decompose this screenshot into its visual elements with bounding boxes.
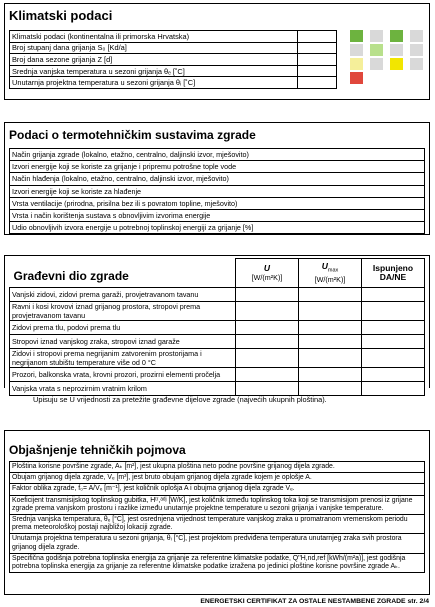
- climate-zone-grid: [345, 30, 425, 94]
- table-row: [10, 185, 425, 197]
- table-row: [10, 335, 425, 349]
- grid-cell-green: [370, 44, 383, 56]
- row-label: Vrsta i način korištenja sustava s obnovljivim izvorima energije: [10, 209, 425, 221]
- ok-cell[interactable]: [362, 335, 425, 349]
- row-label: Klimatski podaci (kontinentalna ili primorska Hrvatska): [10, 31, 298, 43]
- umax-cell[interactable]: [299, 368, 362, 382]
- table-row: [10, 77, 337, 89]
- col-u-unit: [W/(m²K)]: [251, 273, 283, 282]
- table-row: [10, 462, 425, 473]
- table-row: [10, 54, 337, 66]
- value-cell[interactable]: [298, 31, 337, 43]
- col-ok-label: Ispunjeno: [372, 263, 414, 273]
- row-label: Prozori, balkonska vrata, krovni prozori, prozirni elementi pročelja: [10, 368, 236, 382]
- table-row: [10, 31, 337, 43]
- table-row: [10, 553, 425, 572]
- systems-table: [9, 148, 425, 234]
- umax-cell[interactable]: [299, 335, 362, 349]
- umax-cell[interactable]: [299, 302, 362, 321]
- col-umax-symbol: U: [321, 260, 328, 271]
- umax-cell[interactable]: [299, 288, 362, 302]
- page-footer: ENERGETSKI CERTIFIKAT ZA OSTALE NESTAMBENE ZGRADE str. 2/4: [200, 598, 429, 605]
- grid-cell-grey: [350, 44, 363, 56]
- grid-cell-grey: [390, 44, 403, 56]
- table-row: [10, 495, 425, 514]
- grid-cell-grey: [410, 44, 423, 56]
- row-label: Broj stupanj dana grijanja S₀ [Kd/a]: [10, 42, 298, 54]
- term-row: Specifična godišnja potrebna toplinska energija za grijanje za referentne klimatske podatke, Q''H,nd,ref [kWh/(m²a)], jest godišnja potrebna toplinska energija za grijanje za referentne klimatske podatke izražena po jedinici ploštine korisne površine zgrade Aₖ.: [10, 553, 425, 572]
- term-row: Ploština korisne površine zgrade, Aₖ [m²], jest ukupna ploština neto podne površine grijanog dijela zgrade.: [10, 462, 425, 473]
- table-row: [10, 65, 337, 77]
- grid-cell-grey: [410, 30, 423, 42]
- u-cell[interactable]: [236, 288, 299, 302]
- terms-table: [9, 461, 425, 573]
- term-row: Faktor oblika zgrade, f₀= A/Vₑ [m⁻¹], jest količnik oplošja A i obujma grijanog dijela zgrade Vₑ.: [10, 484, 425, 495]
- grid-cell-green: [390, 30, 403, 42]
- u-cell[interactable]: [236, 321, 299, 335]
- elements-footnote: Upisuju se U vrijednosti za pretežite građevne dijelove zgrade (najvećih ukupnih ploština).: [33, 395, 327, 404]
- table-row: [10, 149, 425, 161]
- table-row: [10, 368, 425, 382]
- term-row: Srednja vanjska temperatura, θₑ [°C], jest osrednjena vrijednost temperature vanjskog zraka u promatranom vremenskom periodu prema meteorološkoj postaji najbližoj lokaciji zgrade.: [10, 515, 425, 534]
- table-row: [10, 321, 425, 335]
- row-label: Broj dana sezone grijanja Z [d]: [10, 54, 298, 66]
- u-cell[interactable]: [236, 302, 299, 321]
- value-cell[interactable]: [298, 65, 337, 77]
- col-u-symbol: U: [263, 263, 271, 273]
- row-label: Unutarnja projektna temperatura u sezoni grijanja θᵢ [˚C]: [10, 77, 298, 89]
- ok-cell[interactable]: [362, 288, 425, 302]
- climate-table: [9, 30, 337, 89]
- term-row: Unutarnja projektna temperatura u sezoni grijanja, θᵢ [°C], jest projektom predviđena temperatura unutarnjeg zraka svih prostora grijanog dijela zgrade.: [10, 534, 425, 553]
- col-ok-label-2: DA/NE: [379, 272, 407, 282]
- row-label: Izvori energije koji se koriste za hlađenje: [10, 185, 425, 197]
- col-umax-header: [299, 259, 362, 288]
- umax-cell[interactable]: [299, 382, 362, 396]
- elements-title: Građevni dio zgrade: [13, 268, 129, 283]
- row-label: Zidovi i stropovi prema negrijanim zatvorenim prostorijama i negrijanom stubištu temperature više od 0 °C: [10, 349, 236, 368]
- col-ok-header: [362, 259, 425, 288]
- systems-title: Podaci o termotehničkim sustavima zgrade: [9, 128, 256, 142]
- row-label: Stropovi iznad vanjskog zraka, stropovi iznad garaže: [10, 335, 236, 349]
- table-row: [10, 222, 425, 234]
- grid-cell-red: [350, 72, 363, 84]
- col-umax-sub: max: [327, 267, 339, 274]
- elements-title-cell: [10, 259, 236, 288]
- row-label: Vrsta ventilacije (prirodna, prisilna bez ili s povratom topline, mješovito): [10, 197, 425, 209]
- row-label: Vanjski zidovi, zidovi prema garaži, provjetravanom tavanu: [10, 288, 236, 302]
- row-label: Ravni i kosi krovovi iznad grijanog prostora, stropovi prema provjetravanom tavanu: [10, 302, 236, 321]
- table-row: [10, 197, 425, 209]
- table-row: [10, 515, 425, 534]
- table-row: [10, 302, 425, 321]
- table-row: [10, 173, 425, 185]
- col-u-header: [236, 259, 299, 288]
- ok-cell[interactable]: [362, 302, 425, 321]
- row-label: Izvori energije koji se koriste za grijanje i pripremu potrošne tople vode: [10, 161, 425, 173]
- ok-cell[interactable]: [362, 321, 425, 335]
- systems-section: [4, 122, 430, 235]
- u-cell[interactable]: [236, 335, 299, 349]
- table-row: [10, 349, 425, 368]
- row-label: Udio obnovljivih izvora energije u potrebnoj toplinskoj energiji za grijanje [%]: [10, 222, 425, 234]
- value-cell[interactable]: [298, 42, 337, 54]
- value-cell[interactable]: [298, 54, 337, 66]
- umax-cell[interactable]: [299, 321, 362, 335]
- table-row: [10, 288, 425, 302]
- table-row: [10, 161, 425, 173]
- ok-cell[interactable]: [362, 349, 425, 368]
- term-row: Obujam grijanog dijela zgrade, Vₑ [m³], jest bruto obujam grijanog dijela zgrade kojem je oplošje A.: [10, 473, 425, 484]
- u-cell[interactable]: [236, 368, 299, 382]
- terms-title: Objašnjenje tehničkih pojmova: [9, 443, 186, 457]
- grid-cell-grey: [370, 30, 383, 42]
- col-umax-unit: [W/(m²K)]: [314, 275, 346, 285]
- ok-cell[interactable]: [362, 368, 425, 382]
- row-label: Način grijanja zgrade (lokalno, etažno, centralno, daljinski izvor, mješovito): [10, 149, 425, 161]
- ok-cell[interactable]: [362, 382, 425, 396]
- grid-cell-grey: [410, 58, 423, 70]
- table-row: [10, 209, 425, 221]
- row-label: Srednja vanjska temperatura u sezoni grijanja θₑ [˚C]: [10, 65, 298, 77]
- u-cell[interactable]: [236, 349, 299, 368]
- table-row: [10, 382, 425, 396]
- grid-cell-yellow: [390, 58, 403, 70]
- table-row: [10, 484, 425, 495]
- grid-cell-yellow: [350, 58, 363, 70]
- u-cell[interactable]: [236, 382, 299, 396]
- grid-cell-green: [350, 30, 363, 42]
- climate-title: Klimatski podaci: [9, 8, 113, 23]
- value-cell[interactable]: [298, 77, 337, 89]
- row-label: Vanjska vrata s neprozirnim vratnim krilom: [10, 382, 236, 396]
- grid-cell-grey: [370, 58, 383, 70]
- table-row: [10, 42, 337, 54]
- table-row: [10, 473, 425, 484]
- term-row: Koeficijent transmisijskog toplinskog gubitka, Hᵗʳ,ᵃᵈʲ [W/K], jest količnik između toplinskog toka koji se transmisijom prenosi iz grijane zgrade prema vanjskom prostoru i razlike između unutarnje projektne temperature u sezoni grijanja i vanjske temperature.: [10, 495, 425, 514]
- terms-section: [4, 430, 430, 595]
- umax-cell[interactable]: [299, 349, 362, 368]
- elements-table: [9, 258, 425, 396]
- elements-section: [4, 255, 430, 393]
- row-label: Zidovi prema tlu, podovi prema tlu: [10, 321, 236, 335]
- table-header-row: [10, 259, 425, 288]
- climate-section: [4, 3, 430, 100]
- table-row: [10, 534, 425, 553]
- row-label: Način hlađenja (lokalno, etažno, centralno, daljinski izvor, mješovito): [10, 173, 425, 185]
